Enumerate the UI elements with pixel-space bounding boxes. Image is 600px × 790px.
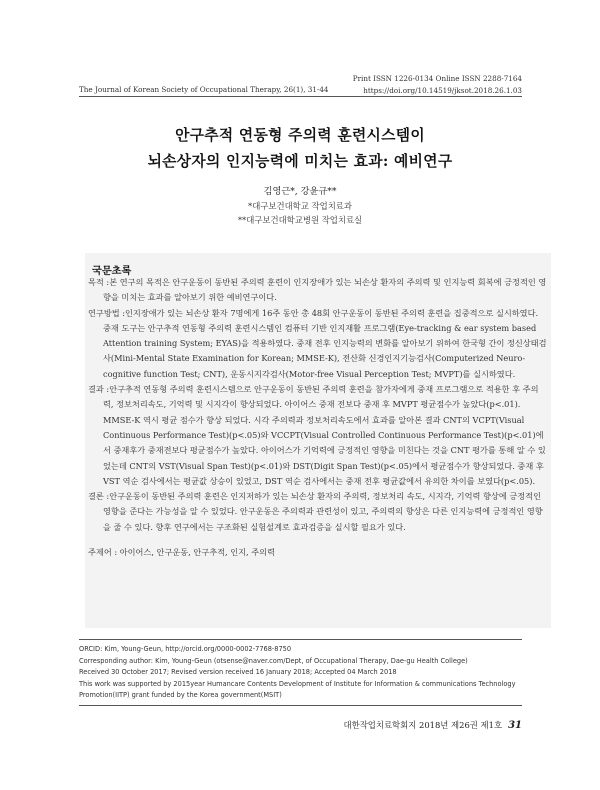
footer-rule	[79, 705, 522, 706]
footnote-rule	[79, 639, 522, 640]
issn-doi-block	[353, 73, 522, 97]
keywords-label: 주제어 :	[88, 547, 118, 558]
affiliation-1: *대구보건대학교 작업치료과	[248, 201, 352, 211]
footnote-corresponding: Corresponding author: Kim, Young-Geun (otsense@naver.com/Dept, of Occupational Therapy, Dae-gu Health College)	[79, 656, 468, 665]
abstract-purpose	[88, 275, 547, 306]
page-footer	[344, 719, 522, 731]
journal-citation: The Journal of Korean Society of Occupational Therapy, 26(1), 31-44	[79, 85, 329, 94]
abstract-conclusion	[88, 489, 547, 535]
header-rule	[79, 96, 522, 97]
doi[interactable]: https://doi.org/10.14519/jksot.2018.26.1.03	[363, 86, 522, 95]
conclusion-text: 안구운동이 동반된 주의력 훈련은 인지저하가 있는 뇌손상 환자의 주의력, 정보처리 속도, 시지각, 기억력 향상에 긍정적인 영향을 준다는 가능성을 알 수 있었다. 안구운동은 주의력과 관련성이 있고, 주의력의 향상은 다른 인지능력에 긍정적인 영향을 줄 수 있다. 향후 연구에서는 구조화된 실험설계로 효과검증을 실시할 필요가 있다.	[103, 491, 543, 532]
purpose-label: 목적 :	[88, 277, 110, 287]
footnote-orcid: ORCID: Kim, Young-Geun, http://orcid.org/0000-0002-7768-8750	[79, 645, 292, 653]
keywords-text: 아이어스, 안구운동, 안구추적, 인지, 주의력	[119, 547, 275, 558]
abstract-heading: 국문초록	[92, 265, 132, 277]
abstract-body	[88, 275, 547, 560]
abstract-methods	[88, 306, 547, 382]
paper-title	[0, 123, 600, 175]
methods-label: 연구방법 :	[88, 307, 125, 318]
results-label: 결과 :	[88, 384, 110, 395]
conclusion-label: 결론 :	[88, 491, 110, 502]
affiliation-2: **대구보건대학교병원 작업치료실	[237, 215, 363, 225]
footnote-funding: This work was supported by 2015year Humancare Contents Development of Institute for Information & communications Technology Promotion(IITP) grant funded by the Korea government(MSIT)	[79, 679, 516, 700]
results-text: 안구추적 연동형 주의력 훈련시스템으로 안구운동이 동반된 주의력 훈련을 참가자에게 중재 프로그램으로 적용한 후 주의력, 정보처리속도, 기억력 및 시지각이 향상되었다. 아이어스 중재 전보다 중재 후 MVPT 평균점수가 높았다(p<.01). MMSE-K 역시 평균 점수가 향상 되었다. 시각 주의력과 정보처리속도에서 효과를 알아본 결과 CNT의 VCPT(Visual Continuous Performance Test)(p<.05)와 VCCPT(Visual Controlled Continuous Performance Test)(p<.01)에서 중재후가 중재전보다 평균점수가 높았다. 아이어스가 기억력에 긍정적인 영향을 미친다는 것을 CNT 평가를 통해 알 수 있었는데 CNT의 VST(Visual Span Test)(p<.01)와 DST(Digit Span Test)(p<.05)에서 평균점수가 향상되었다. 중재 후 VST 역순 검사에서는 평균값 상승이 있었고, DST 역순 검사에서는 중재 전후 평균값에서 유의한 차이를 보였다(p<.05).	[103, 384, 546, 486]
footnotes	[79, 644, 529, 702]
footnote-received: Received 30 October 2017; Revised version received 16 January 2018; Accepted 04 March 2018	[79, 668, 397, 677]
page-number: 31	[508, 720, 522, 731]
title-line-1: 안구추적 연동형 주의력 훈련시스템이	[175, 127, 425, 144]
issn: Print ISSN 1226-0134 Online ISSN 2288-7164	[352, 74, 522, 83]
abstract-results	[88, 382, 547, 489]
authors: 김영근*, 강윤규**	[263, 186, 337, 197]
title-line-2: 뇌손상자의 인지능력에 미치는 효과: 예비연구	[147, 153, 453, 170]
methods-text: 인지장애가 있는 뇌손상 환자 7명에게 16주 동안 총 48회 안구운동이 동반된 주의력 훈련을 집중적으로 실시하였다. 중재 도구는 안구추적 연동형 주의력 훈련시스템인 컴퓨터 기반 인지재활 프로그램(Eye-tracking & ear system based Attention training System; EYAS)을 적용하였다. 중재 전후 인지능력의 변화를 알아보기 위하여 한국형 간이 정신상태검사(Mini-Mental State Examination for Korean; MMSE-K), 전산화 신경인지기능검사(Computerized Neuro-cognitive function Test; CNT), 운동시지각검사(Motor-free Visual Perception Test; MVPT)를 실시하였다.	[103, 307, 547, 379]
abstract-keywords	[88, 545, 547, 560]
affiliations	[0, 199, 600, 227]
footer-journal: 대한작업치료학회지 2018년 제26권 제1호	[343, 720, 503, 730]
purpose-text: 본 연구의 목적은 안구운동이 동반된 주의력 훈련이 인지장애가 있는 뇌손상 환자의 주의력 및 인지능력 회복에 긍정적인 영향을 미치는 효과를 알아보기 위한 예비연구이다.	[103, 277, 547, 303]
